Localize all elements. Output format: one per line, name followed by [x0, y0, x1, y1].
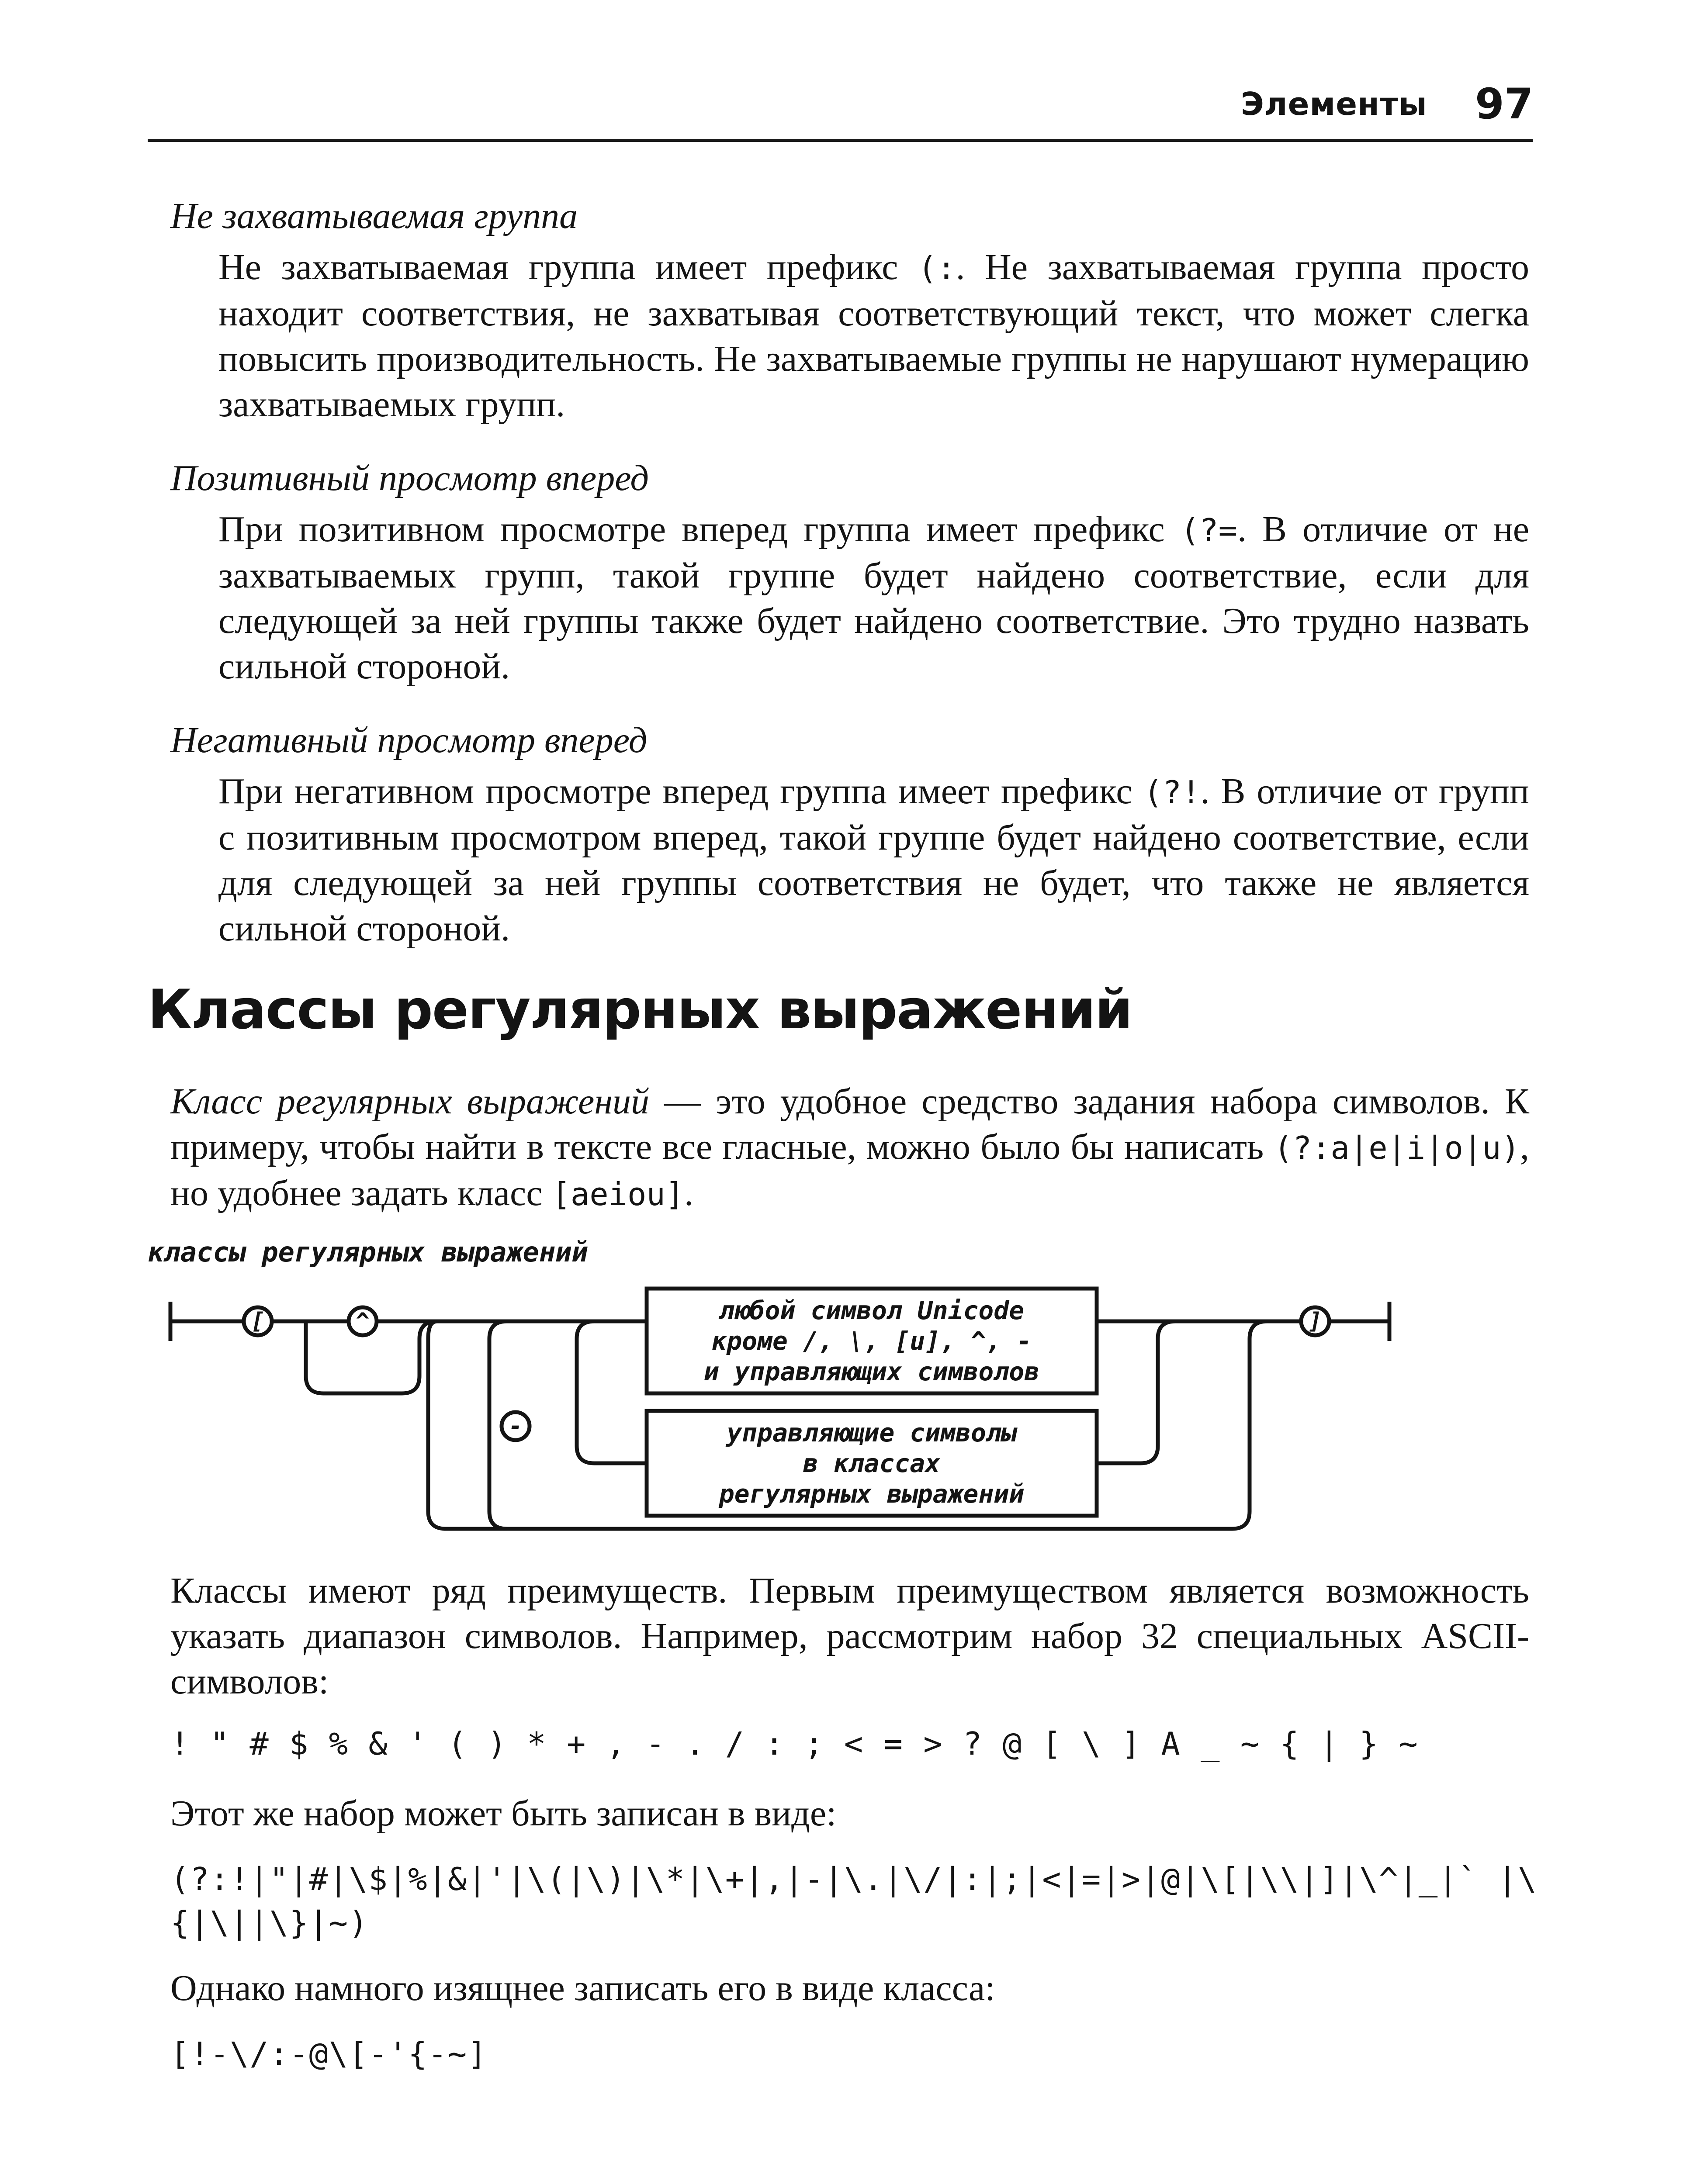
definition-text-2: При позитивном просмотре вперед группа имеет префикс (?=. В отличие от не захватываемых групп, такой группе будет найдено соответствие, если для следующей за ней группы также будет найдено соответствие. Это трудно назвать сильной стороной. [218, 509, 1529, 687]
page-number: 97 [1475, 79, 1534, 128]
definition-term-2: Позитивный просмотр вперед [170, 458, 649, 498]
intro-term: Класс регулярных выражений [170, 1081, 650, 1122]
definition-term-3: Негативный просмотр вперед [170, 720, 648, 760]
dash-symbol: - [509, 1413, 523, 1439]
open-bracket-symbol: [ [251, 1308, 265, 1334]
box1-line-2: кроме /, \, [u], ^, - [711, 1326, 1032, 1356]
alternation-code-line-2: {|\||\}|~) [170, 1904, 369, 1941]
definition-term-1: Не захватываемая группа [170, 196, 578, 236]
box2-line-3: регулярных выражений [719, 1479, 1025, 1509]
diagram-title: классы регулярных выражений [148, 1236, 588, 1268]
definition-text-3: При негативном просмотре вперед группа имеет префикс (?!. В отличие от групп с позитивным просмотром вперед, такой группе будет найдено соответствие, если для следующей за ней группы соответствия не будет, что также не является сильной стороной. [218, 771, 1529, 949]
running-header-title: Элементы [1241, 86, 1427, 122]
alternation-code-line-1: (?:!|"|#|\$|%|&|'|\(|\)|\*|\+|,|-|\.|\/|:|;|<|=|>|@|\[|\\|]|\^|_|` |\ [170, 1861, 1538, 1897]
box1-line-1: любой символ Unicode [719, 1296, 1025, 1325]
ascii-symbol-set: ! " # $ % & ' ( ) * + , - . / : ; < = > ? @ [ \ ] A _ ~ { | } ~ [170, 1725, 1419, 1762]
same-set-text: Этот же набор может быть записан в виде: [170, 1793, 837, 1834]
box2-line-1: управляющие символы [727, 1418, 1017, 1448]
intro-paragraph: Класс регулярных выражений — это удобное средство задания набора символов. К примеру, чтобы найти в тексте все гласные, можно было бы написать (?:a|e|i|o|u), но удобнее задать класс [aeiou]. [170, 1081, 1529, 1213]
inline-code: (: [918, 250, 956, 287]
header-rule [148, 139, 1533, 142]
box1-line-3: и управляющих символов [703, 1357, 1040, 1386]
definition-text-1: Не захватываемая группа имеет префикс (:. Не захватываемая группа просто находит соответствия, не захватывая соответствующий текст, что может слегка повысить производительность. Не захватываемые группы не нарушают нумерацию захватываемых групп. [218, 247, 1529, 425]
inline-code: (?:a|e|i|o|u) [1274, 1130, 1520, 1166]
close-bracket-symbol: ] [1308, 1308, 1322, 1334]
classes-advantage-paragraph: Классы имеют ряд преимуществ. Первым преимуществом является возможность указать диапазон символов. Например, рассмотрим набор 32 специальных ASCII-символов: [170, 1570, 1529, 1702]
class-code: [!-\/:-@\[-'{-~] [170, 2035, 488, 2072]
inline-code: (?! [1143, 774, 1201, 811]
railroad-diagram [157, 1275, 1424, 1546]
inline-code: [aeiou] [551, 1176, 685, 1213]
section-heading: Классы регулярных выражений [148, 978, 1132, 1041]
caret-symbol: ^ [356, 1308, 370, 1334]
inline-code: (?= [1180, 512, 1237, 549]
box2-line-2: в классах [803, 1448, 941, 1478]
class-form-text: Однако намного изящнее записать его в виде класса: [170, 1968, 995, 2008]
